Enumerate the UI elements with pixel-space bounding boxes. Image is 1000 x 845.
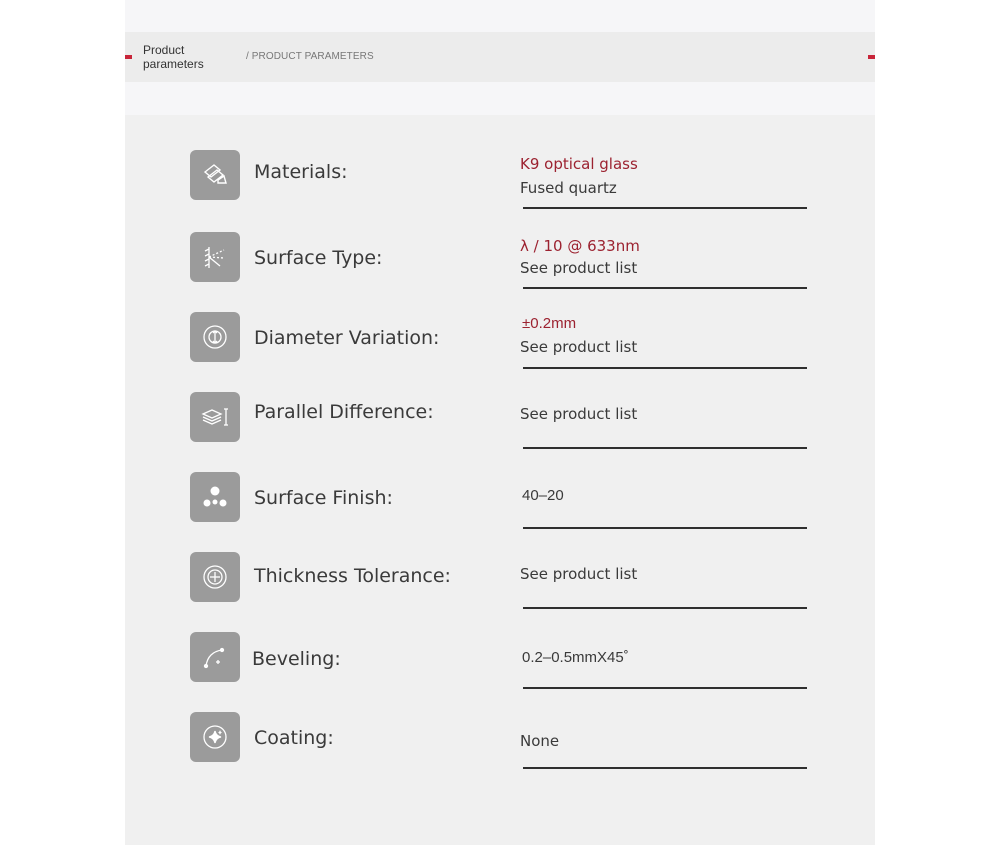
param-label: Coating: [254, 727, 334, 749]
light-reflection-icon [190, 232, 240, 282]
param-value-secondary: See product list [520, 259, 638, 277]
param-row-materials [125, 148, 875, 228]
top-strip [125, 0, 875, 32]
param-row-surface-finish [125, 470, 875, 550]
param-value-secondary: Fused quartz [520, 179, 617, 197]
param-label: Diameter Variation: [254, 327, 440, 349]
header-accent-left [125, 55, 132, 59]
breadcrumb: / PRODUCT PARAMETERS [246, 51, 374, 62]
param-row-parallel [125, 390, 875, 470]
param-value-primary: K9 optical glass [520, 155, 638, 173]
param-label: Surface Type: [254, 247, 383, 269]
param-value-secondary: See product list [520, 405, 638, 423]
diameter-icon [190, 312, 240, 362]
param-value-primary: λ / 10 @ 633nm [520, 237, 640, 255]
param-label: Surface Finish: [254, 487, 393, 509]
row-divider [523, 447, 807, 449]
param-label: Thickness Tolerance: [254, 565, 451, 587]
param-value-secondary: 40–20 [522, 487, 564, 504]
sub-strip [125, 82, 875, 115]
header-accent-right [868, 55, 875, 59]
param-value-secondary: 0.2–0.5mmX45˚ [522, 649, 629, 666]
param-label: Parallel Difference: [254, 401, 434, 423]
param-row-coating [125, 710, 875, 790]
param-value-secondary: See product list [520, 338, 638, 356]
parameters-panel [125, 0, 875, 845]
row-divider [523, 287, 807, 289]
bevel-curve-icon [190, 632, 240, 682]
prism-stack-icon [190, 150, 240, 200]
crosshair-icon [190, 552, 240, 602]
row-divider [523, 207, 807, 209]
row-divider [523, 367, 807, 369]
param-row-thickness [125, 550, 875, 630]
layers-icon [190, 392, 240, 442]
section-title: Product parameters [143, 43, 204, 71]
row-divider [523, 687, 807, 689]
row-divider [523, 527, 807, 529]
param-value-secondary: None [520, 732, 560, 750]
molecule-icon [190, 472, 240, 522]
sparkle-icon [190, 712, 240, 762]
param-row-diameter [125, 310, 875, 390]
section-header [125, 32, 875, 82]
param-row-beveling [125, 630, 875, 710]
param-label: Materials: [254, 161, 348, 183]
param-row-surface-type [125, 230, 875, 310]
param-value-secondary: See product list [520, 565, 638, 583]
param-label: Beveling: [252, 648, 341, 670]
row-divider [523, 767, 807, 769]
param-value-primary: ±0.2mm [522, 315, 577, 332]
row-divider [523, 607, 807, 609]
